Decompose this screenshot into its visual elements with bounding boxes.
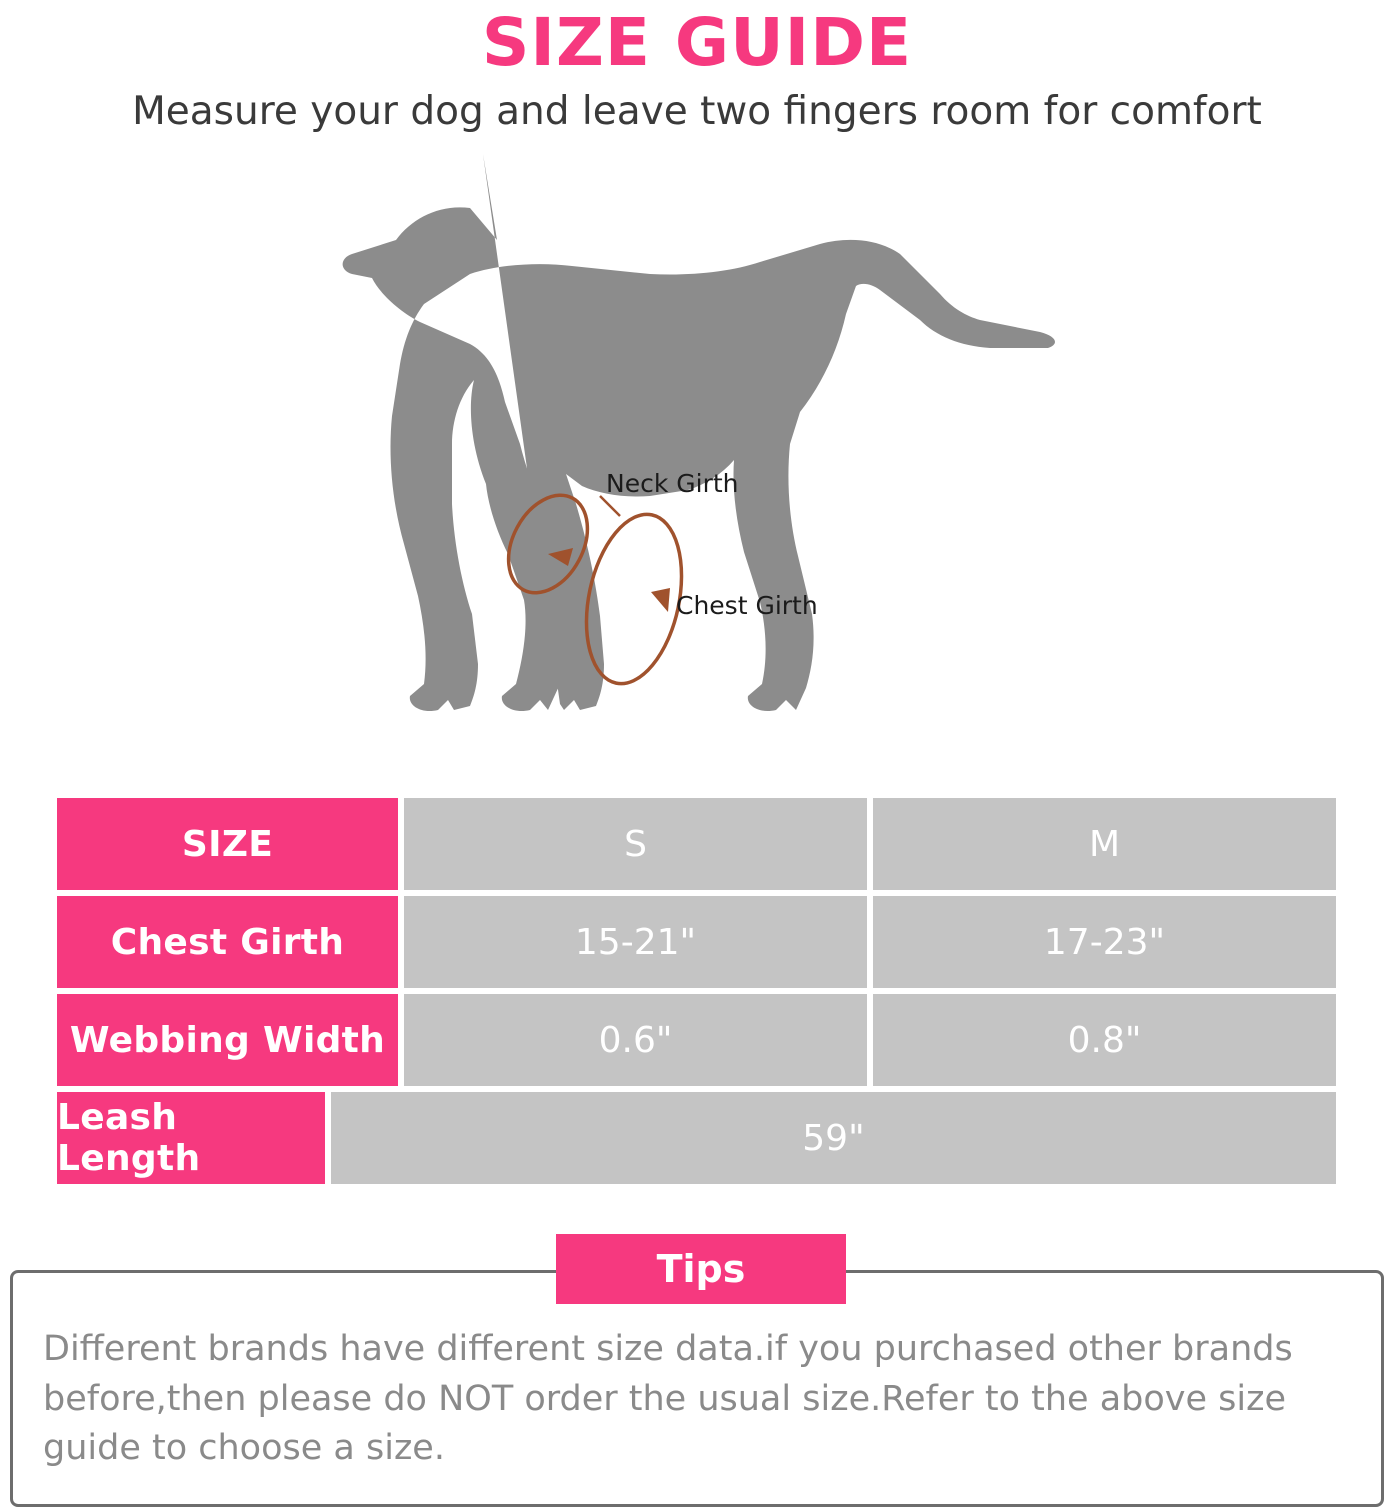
dog-measurement-illustration: [0, 144, 1394, 744]
row-label-webbing-width: Webbing Width: [57, 994, 398, 1086]
page-title: SIZE GUIDE: [481, 4, 913, 81]
dog-silhouette-svg: [0, 144, 1394, 744]
table-header-label: SIZE: [57, 798, 398, 890]
chest-girth-label: Chest Girth: [676, 591, 818, 621]
dog-body-shape: [343, 154, 1055, 711]
cell-chest-girth-s: 15-21": [404, 896, 867, 988]
table-row-header: [57, 798, 1336, 890]
table-row: [57, 994, 1336, 1086]
cell-webbing-width-m: 0.8": [873, 994, 1336, 1086]
cell-webbing-width-s: 0.6": [404, 994, 867, 1086]
tips-badge: Tips: [556, 1234, 846, 1304]
cell-leash-length-all: 59": [331, 1092, 1336, 1184]
neck-leader-line: [600, 496, 620, 516]
neck-girth-label: Neck Girth: [606, 469, 739, 499]
page-subtitle: Measure your dog and leave two fingers room for comfort: [132, 89, 1262, 135]
tips-section: [10, 1247, 1384, 1507]
table-row: [57, 896, 1336, 988]
table-header-size-m: M: [873, 798, 1336, 890]
row-label-leash-length: Leash Length: [57, 1092, 325, 1184]
cell-chest-girth-m: 17-23": [873, 896, 1336, 988]
table-header-size-s: S: [404, 798, 867, 890]
tips-text: Different brands have different size data.if you purchased other brands before,then please do NOT order the usual size.Refer to the above size guide to choose a size.: [43, 1329, 1293, 1469]
size-guide-page: [0, 4, 1394, 1508]
chest-arrow-head: [651, 588, 670, 612]
row-label-chest-girth: Chest Girth: [57, 896, 398, 988]
size-table: [57, 798, 1336, 1190]
table-row: [57, 1092, 1336, 1184]
tips-box: [10, 1270, 1384, 1507]
